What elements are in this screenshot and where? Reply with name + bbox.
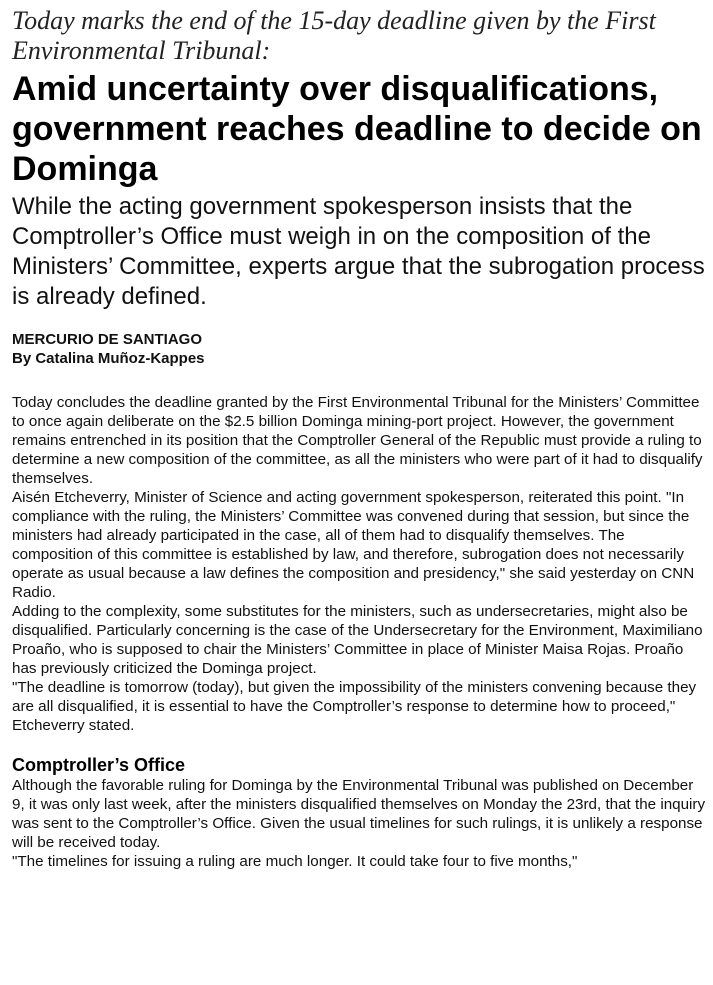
body-paragraph: "The deadline is tomorrow (today), but given the impossibility of the ministers convening because they are all disqualified, it is essential to have the Comptroller’s response to determine how to proceed," Etcheverry stated. xyxy=(12,679,697,734)
article-source: MERCURIO DE SANTIAGO xyxy=(12,331,203,348)
section-subhead: Comptroller’s Office xyxy=(12,755,186,775)
body-paragraph: Adding to the complexity, some substitutes for the ministers, such as undersecretaries, might also be disqualified. Particularly concerning is the case of the Undersecretary for the Environment, Maximiliano Proaño, who is supposed to chair the Ministers’ Committee in place of Minister Maisa Rojas. Proaño has previously criticized the Dominga project. xyxy=(12,603,703,677)
body-paragraph: "The timelines for issuing a ruling are much longer. It could take four to five months," xyxy=(12,853,578,870)
article-kicker: Today marks the end of the 15-day deadline given by the First Environmental Tribunal: xyxy=(12,6,656,65)
article-byline: By Catalina Muñoz-Kappes xyxy=(12,350,205,367)
body-paragraph: Although the favorable ruling for Dominga by the Environmental Tribunal was published on December 9, it was only last week, after the ministers disqualified themselves on Monday the 23rd, that the inquiry was sent to the Comptroller’s Office. Given the usual timelines for such rulings, it is unlikely a response will be received today. xyxy=(12,777,706,851)
article-body-section-2 xyxy=(12,776,707,871)
body-paragraph: Today concludes the deadline granted by the First Environmental Tribunal for the Ministers’ Committee to once again deliberate on the $2.5 billion Dominga mining-port project. However, the government remains entrenched in its position that the Comptroller General of the Republic must provide a ruling to determine a new composition of the committee, as all the ministers who were part of it had to disqualify themselves. xyxy=(12,394,703,487)
article xyxy=(12,0,707,871)
article-body xyxy=(12,393,707,735)
article-headline: Amid uncertainty over disqualifications, government reaches deadline to decide on Dominga xyxy=(12,70,702,188)
article-deck: While the acting government spokesperson insists that the Comptroller’s Office must weigh in on the composition of the Ministers’ Committee, experts argue that the subrogation process is already defined. xyxy=(12,193,705,310)
body-paragraph: Aisén Etcheverry, Minister of Science and acting government spokesperson, reiterated this point. "In compliance with the ruling, the Ministers’ Committee was convened during that session, but since the ministers had already participated in the case, all of them had to disqualify themselves. The composition of this committee is established by law, and therefore, subrogation does not necessarily operate as usual because a law defines the composition and presidency," she said yesterday on CNN Radio. xyxy=(12,489,695,601)
